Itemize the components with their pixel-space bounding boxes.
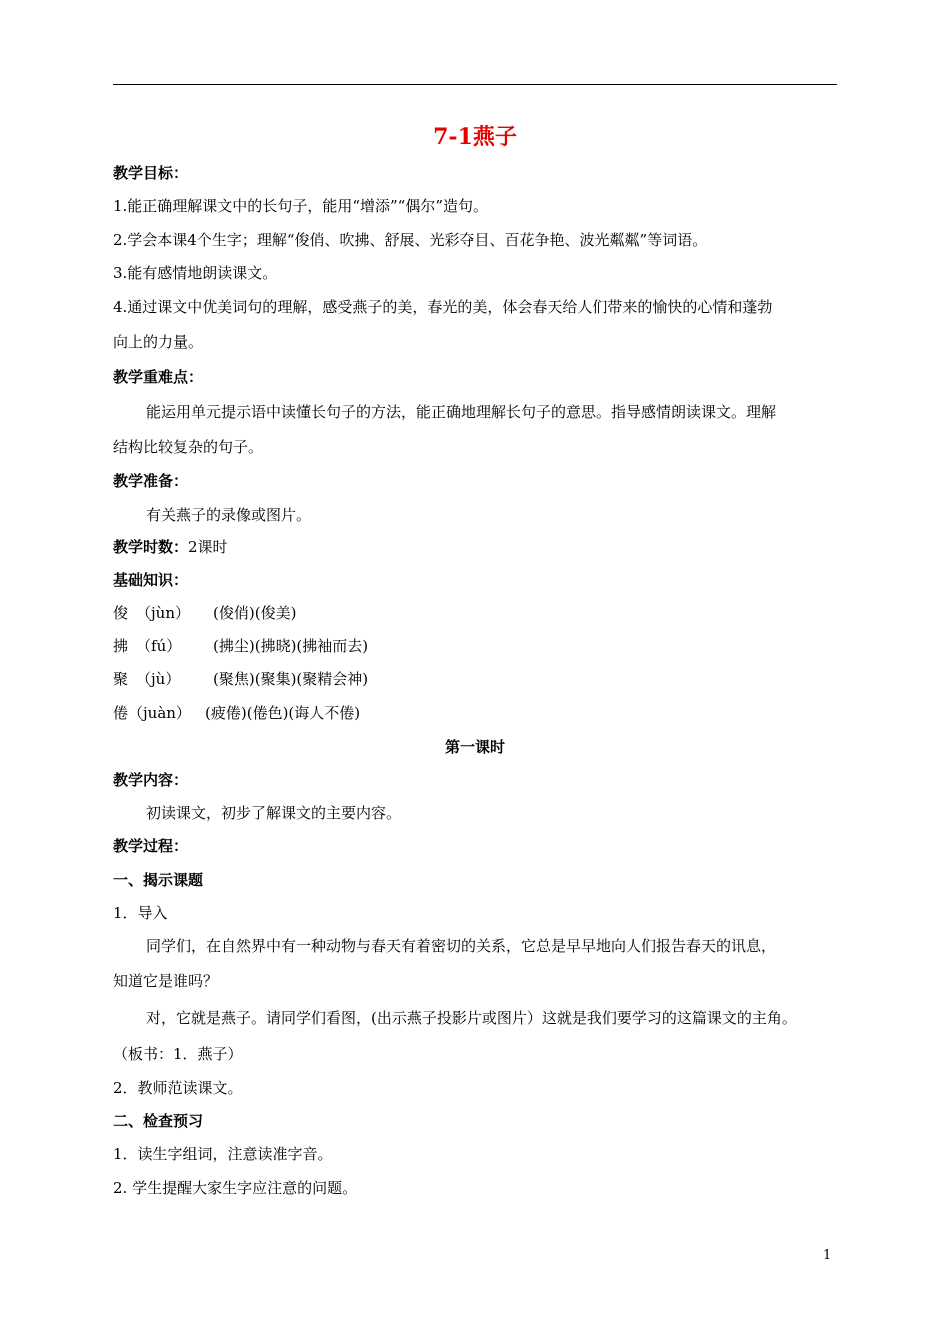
basics-heading: 基础知识： <box>113 571 189 589</box>
board-note: （板书：1．燕子） <box>113 1045 243 1063</box>
page-number: 1 <box>823 1248 832 1263</box>
document-title: 7-1燕子 <box>433 124 517 150</box>
char: 倦 <box>113 704 129 722</box>
goals-heading: 教学目标： <box>113 164 189 182</box>
key-points-text: 结构比较复杂的句子。 <box>113 438 264 456</box>
goal-item: 向上的力量。 <box>113 333 204 351</box>
preparation-heading: 教学准备： <box>113 472 189 490</box>
char-words: (俊俏)(俊美) <box>213 604 297 622</box>
goal-item: 1.能正确理解课文中的长句子，能用“增添”“偶尔”造句。 <box>113 197 488 215</box>
key-points-heading: 教学重难点： <box>113 368 204 386</box>
char-pinyin: （juàn） <box>128 704 191 722</box>
goal-item: 2.学会本课4个生字；理解“俊俏、吹拂、舒展、光彩夺目、百花争艳、波光粼粼”等词语。 <box>113 231 708 249</box>
char-row <box>113 702 843 724</box>
list-item: 1．读生字组词，注意读准字音。 <box>113 1145 333 1163</box>
char-words: (疲倦)(倦色)(诲人不倦) <box>205 704 361 722</box>
goal-item: 3.能有感情地朗读课文。 <box>113 264 278 282</box>
preparation-text: 有关燕子的录像或图片。 <box>146 506 312 524</box>
section-heading: 二、检查预习 <box>113 1112 204 1130</box>
char-pinyin: （fú） <box>136 637 182 655</box>
list-item: 2. 学生提醒大家生字应注意的问题。 <box>113 1179 358 1197</box>
hours-label: 教学时数： <box>113 538 189 556</box>
goal-item: 4.通过课文中优美词句的理解，感受燕子的美，春光的美，体会春天给人们带来的愉快的心情和蓬勃 <box>113 298 773 316</box>
char-pinyin: （jùn） <box>136 604 190 622</box>
char-words: (聚焦)(聚集)(聚精会神) <box>213 670 369 688</box>
paragraph: 知道它是谁吗？ <box>113 972 219 990</box>
char: 聚 <box>113 670 129 688</box>
list-item: 2．教师范读课文。 <box>113 1079 243 1097</box>
char: 拂 <box>113 637 129 655</box>
char-words: (拂尘)(拂晓)(拂袖而去) <box>213 637 369 655</box>
section-heading: 一、揭示课题 <box>113 871 204 889</box>
char-pinyin: （jù） <box>136 670 181 688</box>
lesson-heading: 第一课时 <box>444 738 505 756</box>
paragraph: 对，它就是燕子。请同学们看图，(出示燕子投影片或图片）这就是我们要学习的这篇课文的主角。 <box>146 1009 797 1027</box>
content-text: 初读课文，初步了解课文的主要内容。 <box>146 804 402 822</box>
content-heading: 教学内容： <box>113 771 189 789</box>
header-rule <box>113 84 837 85</box>
char-row <box>113 668 843 690</box>
hours-value: 2课时 <box>188 538 228 556</box>
teaching-hours <box>113 536 843 558</box>
list-item: 1．导入 <box>113 904 168 922</box>
char-row <box>113 602 843 624</box>
key-points-text: 能运用单元提示语中读懂长句子的方法，能正确地理解长句子的意思。指导感情朗读课文。理解 <box>146 403 777 421</box>
process-heading: 教学过程： <box>113 837 189 855</box>
char: 俊 <box>113 604 129 622</box>
char-row <box>113 635 843 657</box>
paragraph: 同学们，在自然界中有一种动物与春天有着密切的关系，它总是早早地向人们报告春天的讯息， <box>146 937 777 955</box>
